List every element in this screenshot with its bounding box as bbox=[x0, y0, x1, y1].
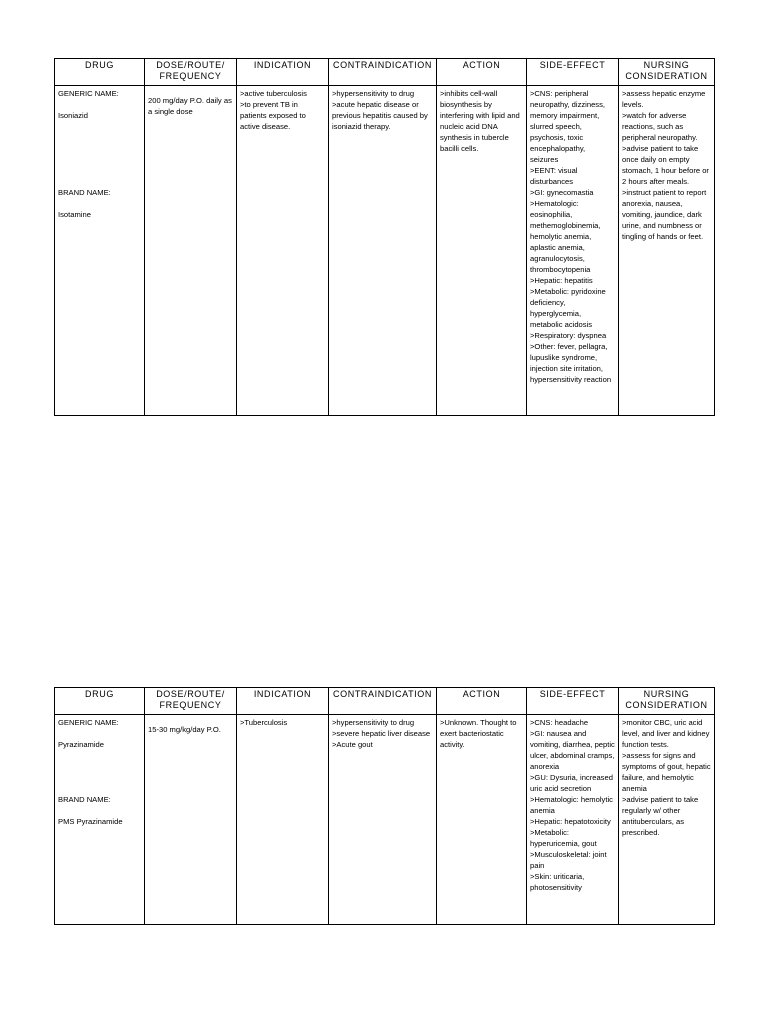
header-dose: DOSE/ROUTE/ FREQUENCY bbox=[145, 59, 237, 86]
header-drug: DRUG bbox=[55, 59, 145, 86]
header-row bbox=[55, 59, 715, 86]
list-item: >hypersensitivity to drug bbox=[332, 718, 415, 727]
contraindication-cell bbox=[329, 86, 437, 416]
list-item: >inhibits cell-wall biosynthesis by interfering with lipid and nucleic acid DNA synthesis in tubercle bacilli cells. bbox=[440, 89, 520, 153]
list-item: >Metabolic: pyridoxine deficiency, hyperglycemia, metabolic acidosis bbox=[530, 287, 606, 329]
header-action: ACTION bbox=[437, 59, 527, 86]
brand-label: BRAND NAME: bbox=[58, 188, 111, 197]
list-item: >Musculoskeletal: joint pain bbox=[530, 850, 607, 870]
list-item: >assess hepatic enzyme levels. bbox=[622, 89, 706, 109]
header-row bbox=[55, 688, 715, 715]
list-item: >Respiratory: dyspnea bbox=[530, 331, 607, 340]
generic-label: GENERIC NAME: bbox=[58, 89, 119, 98]
list-item: >Hepatic: hepatitis bbox=[530, 276, 593, 285]
list-item: >Hepatic: hepatotoxicity bbox=[530, 817, 611, 826]
list-item: >watch for adverse reactions, such as peripheral neuropathy. bbox=[622, 111, 698, 142]
action-cell bbox=[437, 715, 527, 925]
list-item: >Tuberculosis bbox=[240, 718, 288, 727]
header-dose: DOSE/ROUTE/ FREQUENCY bbox=[145, 688, 237, 715]
header-nursing: NURSING CONSIDERATION bbox=[619, 59, 715, 86]
header-contraindication: CONTRAINDICATION bbox=[329, 688, 437, 715]
brand-name: PMS Pyrazinamide bbox=[58, 817, 123, 826]
header-indication: INDICATION bbox=[237, 688, 329, 715]
table-row bbox=[55, 86, 715, 416]
indication-cell bbox=[237, 715, 329, 925]
generic-label: GENERIC NAME: bbox=[58, 718, 119, 727]
header-side-effect: SIDE-EFFECT bbox=[527, 59, 619, 86]
list-item: >GI: gynecomastia bbox=[530, 188, 594, 197]
table-row bbox=[55, 715, 715, 925]
list-item: >assess for signs and symptoms of gout, hepatic failure, and hemolytic anemia bbox=[622, 751, 711, 793]
dose-text: 15-30 mg/kg/day P.O. bbox=[148, 725, 221, 734]
list-item: >monitor CBC, uric acid level, and liver and kidney function tests. bbox=[622, 718, 710, 749]
list-item: >CNS: headache bbox=[530, 718, 589, 727]
nursing-cell bbox=[619, 86, 715, 416]
list-item: >to prevent TB in patients exposed to active disease. bbox=[240, 100, 306, 131]
list-item: >CNS: peripheral neuropathy, dizziness, memory impairment, slurred speech, psychosis, toxic encephalopathy, seizures bbox=[530, 89, 605, 164]
list-item: >Acute gout bbox=[332, 740, 373, 749]
nursing-cell bbox=[619, 715, 715, 925]
brand-name: Isotamine bbox=[58, 210, 91, 219]
list-item: >Other: fever, pellagra, lupuslike syndrome, injection site irritation, hypersensitivity reaction bbox=[530, 342, 612, 384]
action-cell bbox=[437, 86, 527, 416]
header-drug: DRUG bbox=[55, 688, 145, 715]
header-side-effect: SIDE-EFFECT bbox=[527, 688, 619, 715]
list-item: >acute hepatic disease or previous hepatitis caused by isoniazid therapy. bbox=[332, 100, 428, 131]
header-indication: INDICATION bbox=[237, 59, 329, 86]
generic-name: Isoniazid bbox=[58, 111, 88, 120]
header-action: ACTION bbox=[437, 688, 527, 715]
list-item: >Skin: uriticaria, photosensitivity bbox=[530, 872, 585, 892]
side-effect-cell bbox=[527, 715, 619, 925]
header-contraindication: CONTRAINDICATION bbox=[329, 59, 437, 86]
indication-cell bbox=[237, 86, 329, 416]
list-item: >active tuberculosis bbox=[240, 89, 307, 98]
list-item: >instruct patient to report anorexia, nausea, vomiting, jaundice, dark urine, and numbness or tingling of hands or feet. bbox=[622, 188, 707, 241]
list-item: >severe hepatic liver disease bbox=[332, 729, 431, 738]
dose-cell bbox=[145, 715, 237, 925]
list-item: >Hematologic: hemolytic anemia bbox=[530, 795, 613, 815]
list-item: >Metabolic: hyperuricemia, gout bbox=[530, 828, 597, 848]
drug-cell bbox=[55, 86, 145, 416]
contraindication-cell bbox=[329, 715, 437, 925]
list-item: >advise patient to take once daily on empty stomach, 1 hour before or 2 hours after meals. bbox=[622, 144, 709, 186]
brand-label: BRAND NAME: bbox=[58, 795, 111, 804]
side-effect-cell bbox=[527, 86, 619, 416]
drug-table-pyrazinamide bbox=[54, 687, 715, 925]
generic-name: Pyrazinamide bbox=[58, 740, 105, 749]
list-item: >GI: nausea and vomiting, diarrhea, peptic ulcer, abdominal cramps, anorexia bbox=[530, 729, 615, 771]
list-item: >advise patient to take regularly w/ other antituberculars, as prescribed. bbox=[622, 795, 699, 837]
list-item: >GU: Dysuria, increased uric acid secretion bbox=[530, 773, 613, 793]
list-item: >EENT: visual disturbances bbox=[530, 166, 578, 186]
drug-table-isoniazid bbox=[54, 58, 715, 416]
drug-cell bbox=[55, 715, 145, 925]
header-nursing: NURSING CONSIDERATION bbox=[619, 688, 715, 715]
list-item: >Hematologic: eosinophilia, methemoglobinemia, hemolytic anemia, aplastic anemia, agranulocytosis, thrombocytopenia bbox=[530, 199, 601, 274]
list-item: >hypersensitivity to drug bbox=[332, 89, 415, 98]
list-item: >Unknown. Thought to exert bacteriostatic activity. bbox=[440, 718, 517, 749]
dose-text: 200 mg/day P.O. daily as a single dose bbox=[148, 96, 232, 116]
dose-cell bbox=[145, 86, 237, 416]
